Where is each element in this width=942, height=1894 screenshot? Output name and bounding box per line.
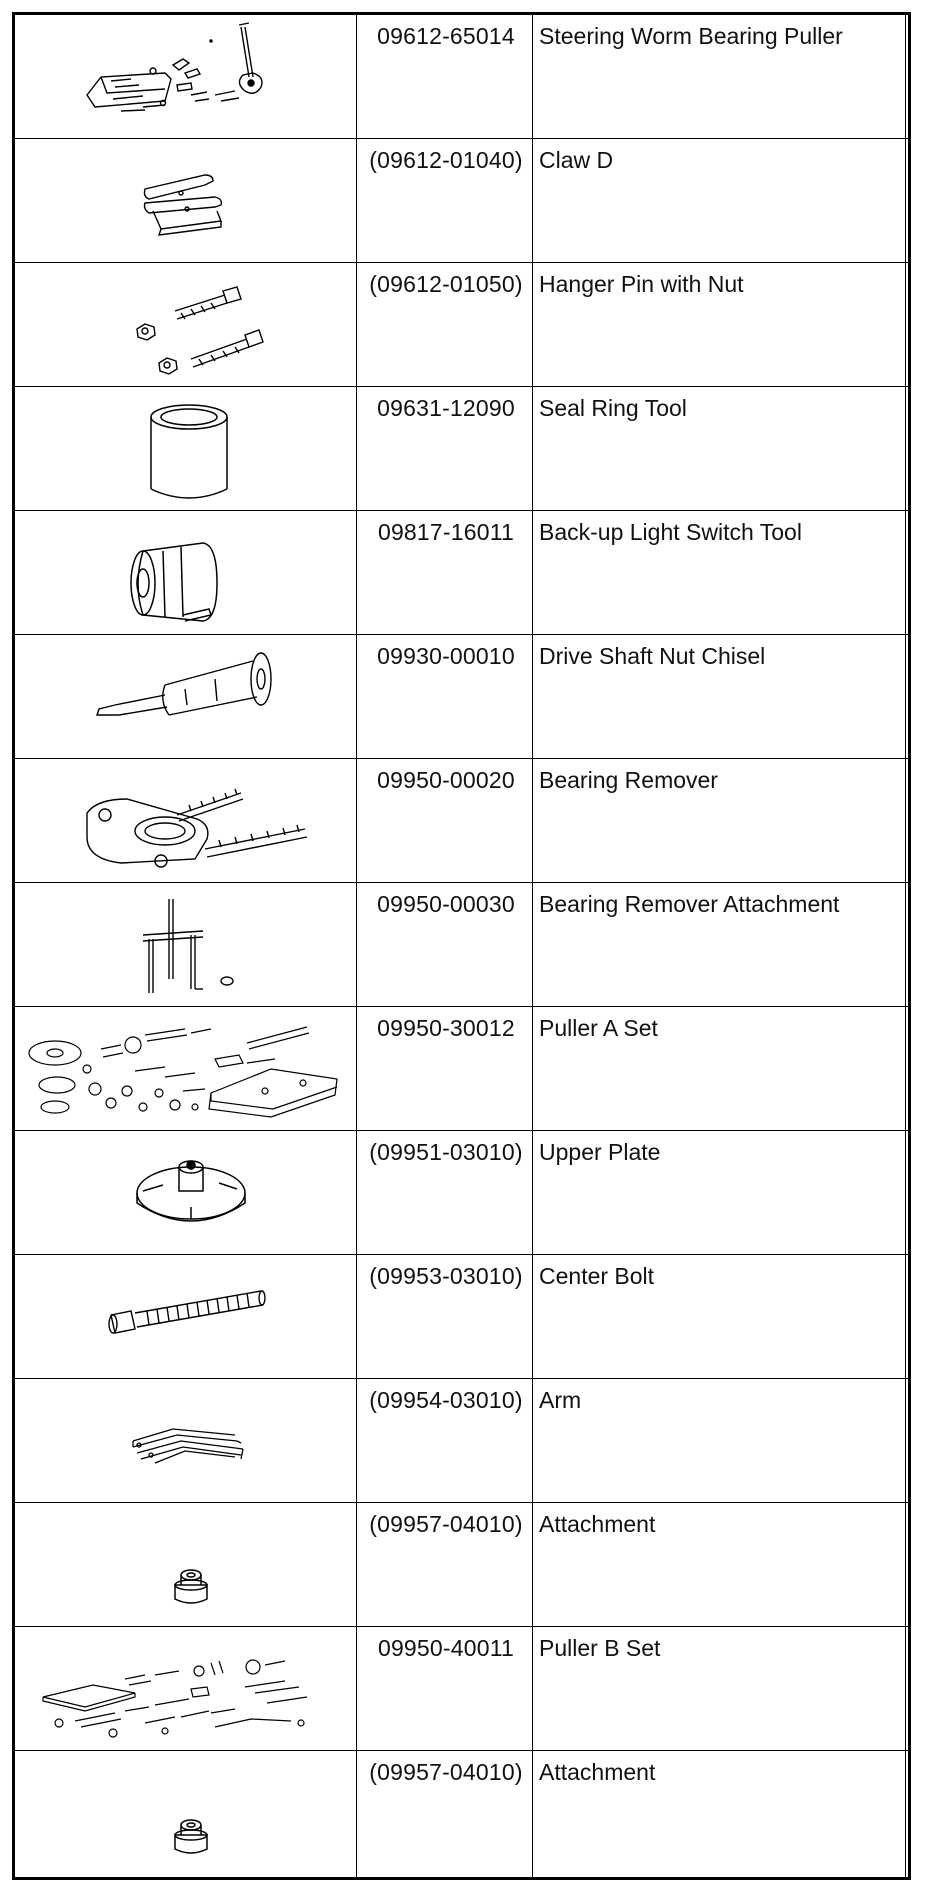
tool-name: Seal Ring Tool [539,395,687,421]
part-number: (09953-03010) [369,1263,523,1289]
special-service-tools-table [12,12,911,1880]
tool-name: Attachment [539,1759,656,1785]
puller-set-icon [15,1627,356,1751]
part-number: (09957-04010) [369,1759,523,1785]
table-row [15,1751,908,1877]
puller-set-icon [15,1007,356,1131]
part-number: 09950-40011 [377,1635,515,1661]
tool-name: Drive Shaft Nut Chisel [539,643,766,669]
part-number: (09612-01050) [369,271,523,297]
tool-name: Upper Plate [539,1139,661,1165]
tool-name: Claw D [539,147,614,173]
seal-ring-tool-icon [15,387,356,511]
arm-icon [15,1379,356,1503]
tool-name: Back-up Light Switch Tool [539,519,802,545]
part-number: 09612-65014 [377,23,515,49]
tool-name: Center Bolt [539,1263,655,1289]
bearing-remover-icon [15,759,356,883]
table-row [15,15,908,139]
tool-name: Bearing Remover Attachment [539,891,840,917]
table-row [15,387,908,511]
table-row [15,1503,908,1627]
table-row [15,511,908,635]
table-row [15,759,908,883]
tool-name: Attachment [539,1511,656,1537]
chisel-icon [15,635,356,759]
table-row [15,1131,908,1255]
table-row [15,1007,908,1131]
part-number: (09951-03010) [369,1139,523,1165]
tool-name: Arm [539,1387,582,1413]
tool-name: Steering Worm Bearing Puller [539,23,843,49]
part-number: 09930-00010 [377,643,515,669]
center-bolt-icon [15,1255,356,1379]
table-row [15,263,908,387]
tool-name: Puller A Set [539,1015,658,1041]
tool-name: Puller B Set [539,1635,661,1661]
claw-icon [15,139,356,263]
hanger-pin-icon [15,263,356,387]
part-number: 09631-12090 [377,395,515,421]
upper-plate-icon [15,1131,356,1255]
bearing-remover-attachment-icon [15,883,356,1007]
backup-light-switch-tool-icon [15,511,356,635]
part-number: (09954-03010) [369,1387,523,1413]
tool-name: Hanger Pin with Nut [539,271,744,297]
table-row [15,883,908,1007]
table-row [15,1627,908,1751]
part-number: 09950-00020 [377,767,515,793]
table-row [15,139,908,263]
part-number: (09957-04010) [369,1511,523,1537]
part-number: (09612-01040) [369,147,523,173]
table-row [15,635,908,759]
part-number: 09950-30012 [377,1015,515,1041]
tool-name: Bearing Remover [539,767,718,793]
part-number: 09817-16011 [377,519,515,545]
steering-worm-bearing-puller-icon [15,15,356,139]
table-row [15,1255,908,1379]
part-number: 09950-00030 [377,891,515,917]
table-row [15,1379,908,1503]
attachment-icon [15,1503,356,1627]
attachment-icon [15,1751,356,1875]
